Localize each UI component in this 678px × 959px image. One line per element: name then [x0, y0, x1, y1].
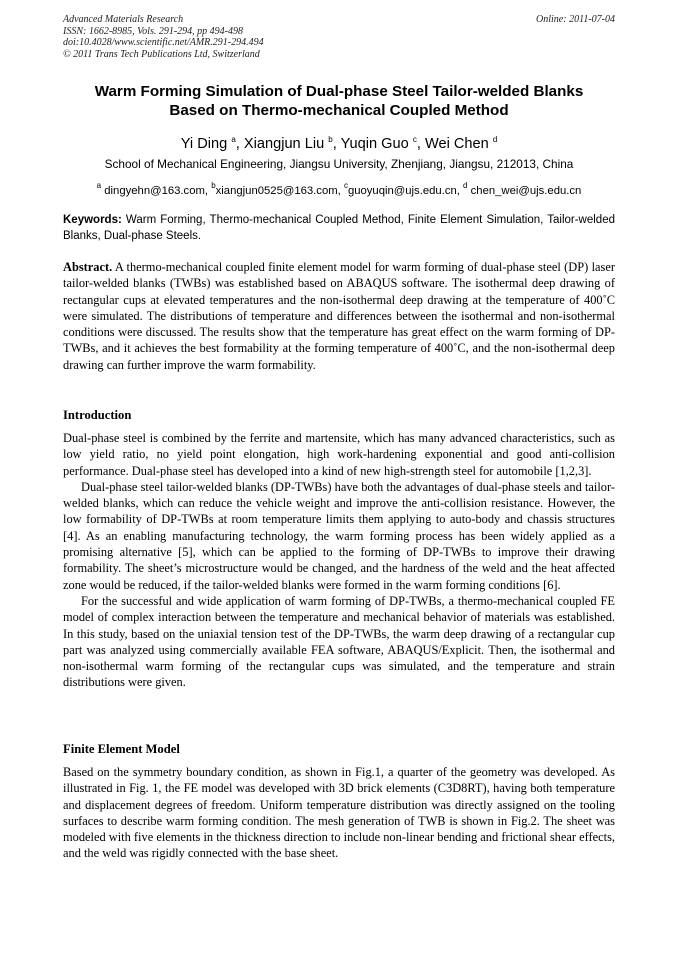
paragraph: For the successful and wide application of warm forming of DP-TWBs, a thermo-mechanical coupled FE model of complex interaction between the temperature and mechanical behavior of materials was established. In this study, based on the uniaxial tension test of the DP-TWBs, the warm deep drawing of a rectangular cup part was analyzed using commercially available FEA software, ABAQUS/Explicit. Then, the isothermal and non-isothermal warm forming of the rectangular cups was simulated, and the temperature and strain distributions were given.: [63, 593, 615, 690]
author: Wei Chen $^d$: [424, 135, 498, 152]
journal-header: [63, 14, 615, 60]
journal-issn: ISSN: 1662-8985, Vols. 291-294, pp 494-498: [63, 25, 243, 37]
author-mark: b: [328, 135, 333, 144]
introduction-body: [63, 430, 615, 691]
author-mark: c: [412, 135, 417, 144]
keywords-label: Keywords:: [63, 214, 122, 226]
abstract-label: Abstract.: [63, 260, 113, 274]
online-date: Online: 2011-07-04: [536, 14, 615, 25]
email-list: [63, 178, 615, 199]
author: Yuqin Guo $^c$,: [340, 135, 425, 152]
email-entry: $^b$xiangjun0525@163.com,: [211, 181, 344, 197]
email-link[interactable]: xiangjun0525@163.com: [215, 185, 338, 197]
author: Yi Ding $^a$,: [180, 135, 244, 152]
journal-copyright: © 2011 Trans Tech Publications Ltd, Switzerland: [63, 48, 260, 60]
email-entry: $^d$ chen_wei@ujs.edu.cn: [463, 181, 582, 197]
fem-body: [63, 764, 615, 862]
keywords-text: Warm Forming, Thermo-mechanical Coupled Method, Finite Element Simulation, Tailor-welded Blanks, Dual-phase Steels.: [63, 214, 615, 242]
abstract: [63, 259, 615, 373]
journal-name: Advanced Materials Research: [63, 14, 184, 25]
email-link[interactable]: chen_wei@ujs.edu.cn: [470, 185, 582, 197]
title-line-2: Based on Thermo-mechanical Coupled Method: [169, 102, 509, 119]
title-line-1: Warm Forming Simulation of Dual-phase Steel Tailor-welded Blanks: [94, 83, 584, 100]
paper-title: [63, 82, 615, 120]
author-mark: a: [231, 135, 236, 144]
paragraph: Dual-phase steel is combined by the ferrite and martensite, which has many advanced characteristics, such as low yield ratio, no yield point elongation, high work-hardening exponential and good anti-collision performance. Dual-phase steel has developed into a kind of new high-strength steel for automobile [1,2,3].: [63, 431, 615, 478]
email-entry: $^a$ dingyehn@163.com,: [96, 181, 212, 197]
section-heading-introduction: Introduction: [63, 408, 132, 422]
author-list: [63, 131, 615, 153]
author: Xiangjun Liu $^b$,: [243, 135, 341, 152]
journal-doi: doi:10.4028/www.scientific.net/AMR.291-294.494: [63, 37, 264, 49]
keywords: [63, 212, 615, 244]
email-link[interactable]: dingyehn@163.com: [104, 185, 205, 197]
paragraph: Dual-phase steel tailor-welded blanks (DP-TWBs) have both the advantages of dual-phase steels and tailor-welded blanks, which can reduce the vehicle weight and improve the anti-collision resistance. However, the low formability of DP-TWBs at room temperature limits them applying to auto-body and chassis structures [4]. As an enabling manufacturing technology, the warm forming process has been widely applied as a promising alternative [5], which can be applied to the forming of DP-TWBs to improve their drawing formability. The sheet’s microstructure would be changed, and the hardness of the weld and the heat affected zone would be reduced, if the tailor-welded blanks were formed in the warm forming conditions [6].: [63, 479, 615, 592]
paragraph: Based on the symmetry boundary condition, as shown in Fig.1, a quarter of the geometry was developed. As illustrated in Fig. 1, the FE model was developed with 3D brick elements (C3D8RT), having both temperature and displacement degrees of freedom. Uniform temperature distribution was directly assigned on the tooling surfaces to describe warm forming condition. The mesh generation of TWB is shown in Fig.2. The sheet was modeled with five elements in the thickness direction to include non-linear bending and frictional shear effects, and the weld was rigidly connected with the base sheet.: [63, 765, 615, 861]
affiliation: School of Mechanical Engineering, Jiangsu University, Zhenjiang, Jiangsu, 212013, China: [104, 157, 574, 171]
email-entry: $^c$guoyuqin@ujs.edu.cn,: [343, 181, 464, 197]
abstract-text: A thermo-mechanical coupled finite element model for warm forming of dual-phase steel (DP) laser tailor-welded blanks (TWBs) was established based on ABAQUS software. The isothermal deep drawing of rectangular cups at elevated temperatures and the non-isothermal deep drawing at the temperature of 400˚C were simulated. The distributions of temperature and differences between the isothermal and non-isothermal conditions were discussed. The results show that the temperature has great effect on the warm forming of DP-TWBs, and it achieves the best formability at the forming temperature of 400˚C, and the non-isothermal deep drawing can further improve the warm formability.: [63, 260, 615, 372]
section-heading-fem: Finite Element Model: [63, 742, 180, 756]
email-link[interactable]: guoyuqin@ujs.edu.cn: [347, 185, 457, 197]
author-mark: d: [492, 135, 498, 144]
